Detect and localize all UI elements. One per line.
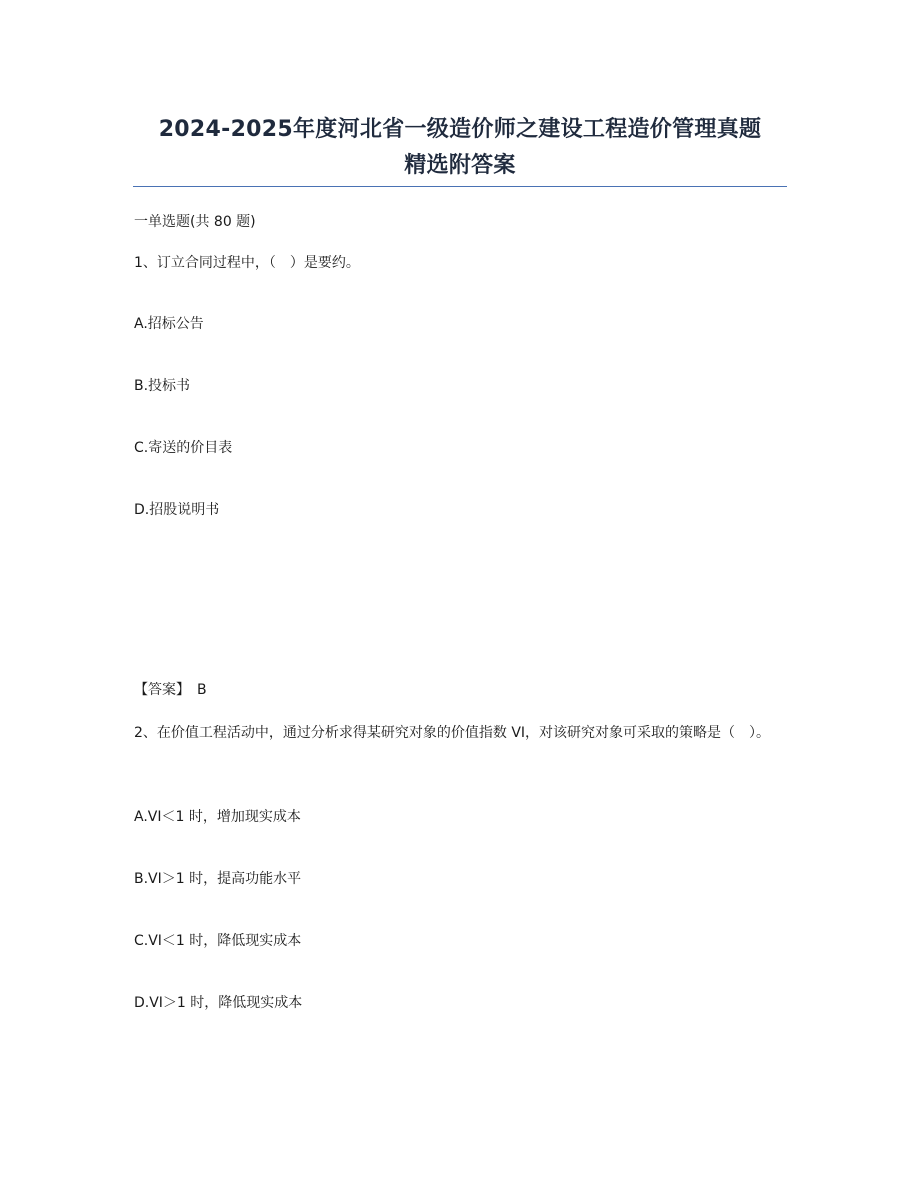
question-2-option-a: A.VI＜1 时，增加现实成本: [134, 809, 301, 825]
title-line-2: 精选附答案: [404, 153, 516, 178]
title-line-1: 2024-2025年度河北省一级造价师之建设工程造价管理真题: [158, 117, 762, 142]
question-2-option-c: C.VI＜1 时，降低现实成本: [134, 933, 302, 949]
section-header: 一单选题(共 80 题): [134, 214, 256, 230]
question-2-stem: 2、在价值工程活动中，通过分析求得某研究对象的价值指数 VI，对该研究对象可采取的策略是（ ）。: [134, 725, 771, 741]
question-1-option-d: D.招股说明书: [134, 502, 220, 518]
question-1-answer: 【答案】 B: [134, 682, 207, 698]
question-1-stem: 1、订立合同过程中，（ ）是要约。: [134, 255, 360, 271]
question-1-option-a: A.招标公告: [134, 316, 204, 332]
title-divider: [133, 186, 787, 187]
question-1-option-c: C.寄送的价目表: [134, 440, 233, 456]
question-2-option-b: B.VI＞1 时，提高功能水平: [134, 871, 302, 887]
question-1-option-b: B.投标书: [134, 378, 191, 394]
document-title: [110, 112, 810, 184]
question-2-option-d: D.VI＞1 时，降低现实成本: [134, 995, 303, 1011]
